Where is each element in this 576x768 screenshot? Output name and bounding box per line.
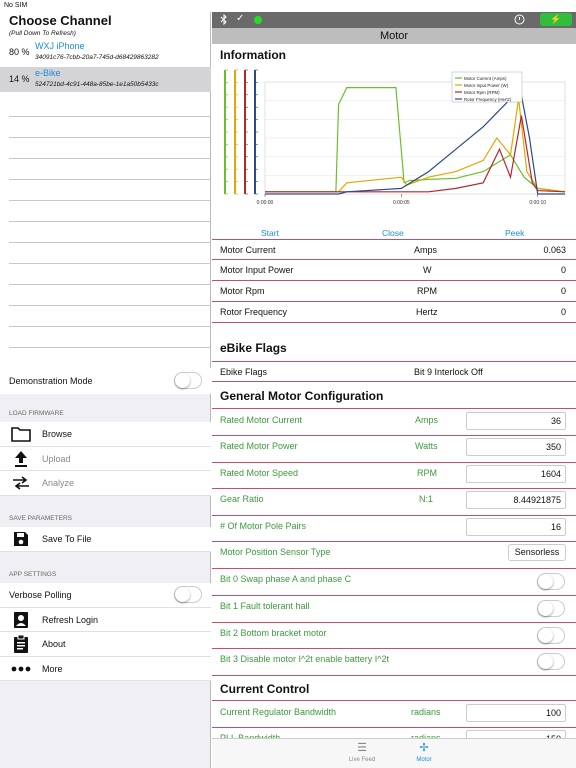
row-unit: Watts: [415, 441, 438, 451]
divider: [212, 408, 576, 409]
bit1-row: [212, 596, 576, 623]
row-value: 0: [560, 307, 566, 317]
verbose-polling-label: Verbose Polling: [9, 590, 72, 600]
verbose-polling-toggle[interactable]: [174, 586, 202, 603]
legend-label: Motor Rpm (RPM): [464, 90, 500, 95]
gear-ratio-row: [212, 489, 576, 516]
channel-separator: [9, 263, 210, 264]
channel-separator: [9, 200, 210, 201]
channel-separator: [9, 116, 210, 117]
row-label: Bit 2 Bottom bracket motor: [220, 628, 327, 638]
channel-signal: 14 %: [9, 74, 30, 84]
row-label: Motor Input Power: [220, 265, 294, 275]
row-label: Rated Motor Speed: [220, 468, 299, 478]
x-tick-label: 0:00:00: [256, 200, 274, 206]
row-unit: RPM: [417, 286, 437, 296]
row-value: 0.063: [543, 245, 566, 255]
current-control-title: Current Control: [220, 682, 310, 696]
channel-name: e-Bike: [35, 68, 61, 78]
row-label: Current Regulator Bandwidth: [220, 707, 337, 717]
ebike-flags-value: Bit 9 Interlock Off: [414, 367, 483, 377]
live-chart-svg: [220, 66, 570, 206]
channel-separator: [9, 305, 210, 306]
row-unit: Amps: [415, 415, 439, 425]
current-bandwidth-row: [212, 702, 576, 728]
floppy-disk-icon: [10, 530, 32, 548]
channel-list-area: [0, 12, 210, 377]
about-label: About: [42, 639, 66, 649]
analyze-button[interactable]: [0, 471, 211, 496]
tab-label: Live Feed: [348, 757, 376, 763]
general-motor-title: General Motor Configuration: [220, 389, 384, 403]
refresh-login-label: Refresh Login: [42, 614, 99, 625]
x-tick-label: 0:00:05: [393, 200, 410, 206]
power-bolt-button[interactable]: ⚡: [540, 13, 572, 26]
bit2-toggle[interactable]: [537, 627, 565, 644]
page-title: Motor: [212, 28, 576, 44]
bit1-toggle[interactable]: [537, 600, 565, 617]
status-bar: [0, 0, 576, 12]
motor-panel: [212, 12, 576, 768]
user-badge-icon: [10, 611, 32, 629]
rotor-frequency-row: [212, 302, 576, 323]
upload-button[interactable]: [0, 447, 211, 472]
information-title: Information: [220, 48, 286, 62]
channel-signal: 80 %: [9, 47, 30, 57]
tab-bar: [212, 738, 576, 768]
live-chart: [220, 66, 570, 206]
rated-motor-speed-row: [212, 463, 576, 489]
list-icon: ☰: [357, 742, 367, 754]
channel-uuid: 524721bd-4c91-448a-85be-1e1a50b5433c: [35, 81, 159, 88]
row-label: Motor Current: [220, 245, 276, 255]
channel-separator: [9, 179, 210, 180]
row-label: Rotor Frequency: [220, 307, 288, 317]
upload-icon: [10, 450, 32, 468]
browse-label: Browse: [42, 429, 73, 439]
device-toolbar: [212, 12, 576, 28]
row-label: Rated Motor Current: [220, 415, 303, 425]
start-button[interactable]: Start: [261, 228, 279, 238]
demo-mode-label: Demonstration Mode: [9, 376, 93, 386]
about-button[interactable]: [0, 632, 211, 657]
clipboard-icon: [10, 635, 32, 653]
compare-arrows-icon: [10, 474, 32, 492]
analyze-label: Analyze: [42, 478, 75, 488]
save-to-file-label: Save To File: [42, 534, 92, 544]
pull-refresh-hint: (Pull Down To Refresh): [9, 30, 76, 37]
row-label: Motor Position Sensor Type: [220, 547, 331, 557]
fan-icon: ✢: [419, 742, 429, 754]
motor-content: [212, 44, 576, 744]
tab-live-feed[interactable]: [332, 741, 392, 763]
motor-rpm-row: [212, 281, 576, 302]
channel-separator: [9, 242, 210, 243]
rated-motor-power-row: [212, 436, 576, 463]
x-tick-label: 0:00:10: [529, 200, 547, 206]
row-label: Bit 1 Fault tolerant hall: [220, 601, 310, 611]
demo-mode-row: [0, 368, 211, 394]
pole-pairs-input[interactable]: 16: [466, 518, 566, 536]
ebike-flags-title: eBike Flags: [220, 341, 287, 355]
bit3-row: [212, 649, 576, 676]
bit0-row: [212, 569, 576, 596]
verbose-polling-row: [0, 583, 211, 608]
more-label: More: [42, 663, 63, 674]
more-dots-icon: [10, 660, 32, 678]
bluetooth-icon[interactable]: [220, 14, 228, 27]
carrier-label: No SIM: [4, 2, 28, 9]
row-label: # Of Motor Pole Pairs: [220, 521, 307, 531]
save-to-file-button[interactable]: [0, 527, 211, 552]
load-firmware-header: LOAD FIRMWARE: [9, 410, 64, 417]
row-unit: N:1: [419, 494, 434, 504]
row-label: Gear Ratio: [220, 494, 264, 504]
browse-button[interactable]: [0, 422, 211, 447]
rated-motor-current-input[interactable]: 36: [466, 412, 566, 430]
row-label: Motor Rpm: [220, 286, 265, 296]
load-firmware-group: [0, 422, 211, 496]
more-button[interactable]: [0, 657, 211, 682]
refresh-login-button[interactable]: [0, 608, 211, 633]
app-settings-group: [0, 583, 211, 681]
app-settings-header: APP SETTINGS: [9, 571, 57, 578]
channel-name: WXJ iPhone: [35, 41, 85, 51]
close-button[interactable]: Close: [382, 228, 404, 238]
connection-led-icon: [254, 16, 262, 24]
choose-channel-title: Choose Channel: [9, 13, 112, 28]
channel-separator: [9, 137, 210, 138]
legend-label: Motor Current (Amps): [464, 76, 507, 81]
tab-motor[interactable]: [394, 741, 454, 763]
sensor-type-selector[interactable]: Sensorless: [508, 544, 566, 561]
row-unit: Hertz: [416, 307, 438, 317]
legend-label: Motor Input Power (W): [464, 83, 509, 88]
bit3-toggle[interactable]: [537, 653, 565, 670]
rated-motor-current-row: [212, 410, 576, 436]
current-bandwidth-input[interactable]: 100: [466, 704, 566, 722]
ebike-flags-row: [212, 361, 576, 382]
divider: [212, 700, 576, 701]
gear-ratio-input[interactable]: 8.44921875: [466, 491, 566, 509]
save-parameters-header: SAVE PARAMETERS: [9, 515, 72, 522]
channel-separator: [9, 347, 210, 348]
legend-label: Rotor Frequency (Hertz): [464, 97, 512, 102]
pole-pairs-row: [212, 516, 576, 542]
row-label: Bit 0 Swap phase A and phase C: [220, 574, 352, 584]
save-parameters-group: [0, 527, 211, 552]
channel-sidebar: [0, 12, 211, 768]
row-label: Bit 3 Disable motor I^2t enable battery I^2t: [220, 654, 390, 664]
peek-button[interactable]: Peek: [505, 228, 525, 238]
motor-input-power-row: [212, 260, 576, 281]
tab-label: Motor: [416, 757, 432, 763]
rated-motor-power-input[interactable]: 350: [466, 438, 566, 456]
demo-mode-toggle[interactable]: [174, 372, 202, 389]
folder-icon: [10, 425, 32, 443]
row-unit: Amps: [414, 245, 438, 255]
channel-uuid: 34091c76-7cbb-20a7-745d-d68429863282: [35, 54, 159, 61]
channel-separator: [9, 221, 210, 222]
motor-current-row: [212, 239, 576, 260]
channel-separator: [9, 158, 210, 159]
row-label: Rated Motor Power: [220, 441, 298, 451]
channel-item-selected[interactable]: [0, 67, 211, 92]
row-label: Ebike Flags: [220, 367, 268, 377]
channel-separator: [9, 284, 210, 285]
row-unit: RPM: [417, 468, 437, 478]
sensor-type-row: [212, 542, 576, 569]
channel-item[interactable]: [0, 40, 211, 65]
channel-separator: [9, 326, 210, 327]
row-unit: radians: [411, 707, 441, 717]
row-unit: W: [423, 265, 432, 275]
row-value: 0: [560, 286, 566, 296]
checkmark-icon[interactable]: ✓: [236, 13, 245, 24]
bit0-toggle[interactable]: [537, 573, 565, 590]
clock-icon[interactable]: [514, 14, 525, 27]
bit2-row: [212, 623, 576, 649]
rated-motor-speed-input[interactable]: 1604: [466, 465, 566, 483]
row-value: 0: [560, 265, 566, 275]
upload-label: Upload: [42, 453, 71, 464]
